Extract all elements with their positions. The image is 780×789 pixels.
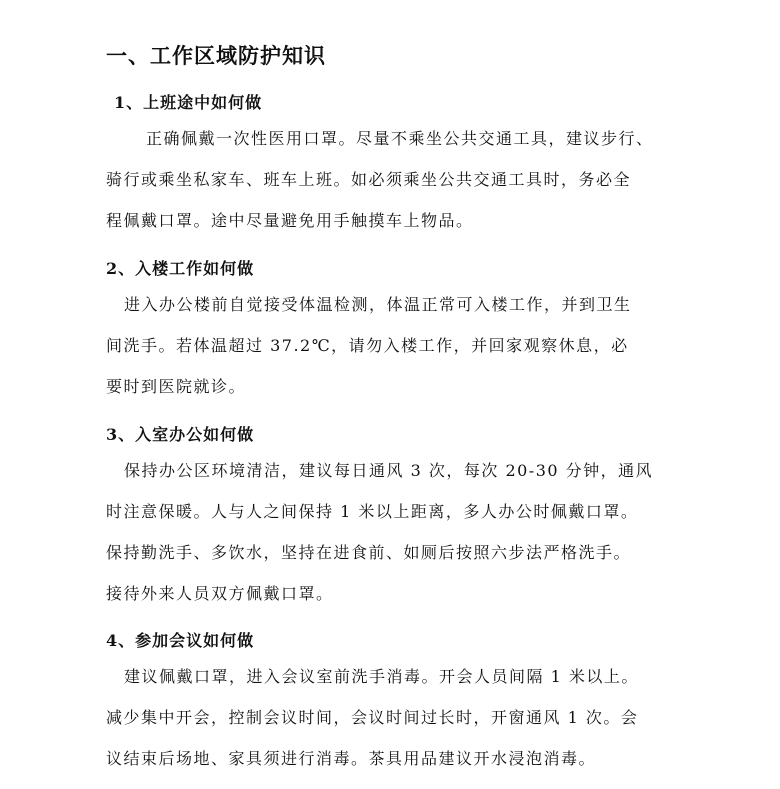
section-heading-entering-building: 2、入楼工作如何做 <box>106 259 255 278</box>
paragraph-line: 程佩戴口罩。途中尽量避免用手触摸车上物品。 <box>106 211 474 230</box>
page-title: 一、工作区域防护知识 <box>106 44 326 68</box>
paragraph-line: 正确佩戴一次性医用口罩。尽量不乘坐公共交通工具，建议步行、 <box>146 129 654 148</box>
section-heading-meetings: 4、参加会议如何做 <box>106 631 255 650</box>
section-body-meetings <box>106 656 668 779</box>
paragraph-line: 接待外来人员双方佩戴口罩。 <box>106 584 334 603</box>
paragraph-line: 进入办公楼前自觉接受体温检测，体温正常可入楼工作，并到卫生 <box>124 295 632 314</box>
paragraph-line: 保持办公区环境清洁，建议每日通风 3 次，每次 20-30 分钟，通风 <box>124 461 654 480</box>
paragraph-line: 议结束后场地、家具须进行消毒。茶具用品建议开水浸泡消毒。 <box>106 749 597 768</box>
section-body-entering-building <box>106 284 668 407</box>
paragraph-line: 保持勤洗手、多饮水，坚持在进食前、如厕后按照六步法严格洗手。 <box>106 543 632 562</box>
section-heading-office-work: 3、入室办公如何做 <box>106 425 255 444</box>
paragraph-line: 骑行或乘坐私家车、班车上班。如必须乘坐公共交通工具时，务必全 <box>106 170 632 189</box>
paragraph-line: 要时到医院就诊。 <box>106 377 247 396</box>
section-heading-commute: 1、上班途中如何做 <box>114 93 263 112</box>
paragraph-line: 建议佩戴口罩，进入会议室前洗手消毒。开会人员间隔 1 米以上。 <box>124 667 639 686</box>
paragraph-line: 间洗手。若体温超过 37.2℃，请勿入楼工作，并回家观察休息，必 <box>106 336 629 355</box>
section-body-office-work <box>106 450 668 614</box>
paragraph-line: 减少集中开会，控制会议时间，会议时间过长时，开窗通风 1 次。会 <box>106 708 639 727</box>
section-body-commute <box>106 118 668 241</box>
paragraph-line: 时注意保暖。人与人之间保持 1 米以上距离，多人办公时佩戴口罩。 <box>106 502 639 521</box>
